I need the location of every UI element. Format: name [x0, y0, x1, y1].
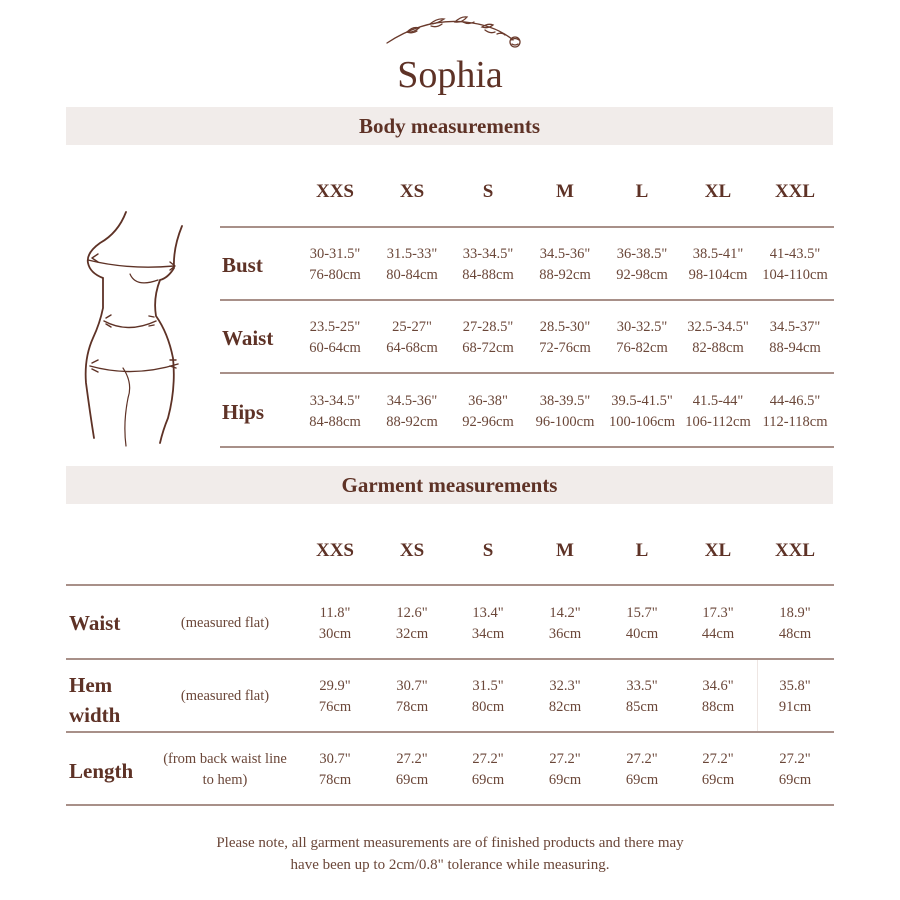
g-waist-l: 15.7" 40cm: [625, 605, 659, 642]
body-measurements-header: Body measurements: [66, 107, 833, 145]
size-xl: XL: [704, 540, 732, 561]
divider: [220, 226, 834, 228]
waist-l: 30-32.5" 76-82cm: [616, 319, 668, 356]
waist-s: 27-28.5" 68-72cm: [462, 319, 514, 356]
size-m: M: [556, 181, 574, 202]
waist-xl: 32.5-34.5" 82-88cm: [687, 319, 749, 356]
row-label-hem-width: Hem width: [69, 673, 121, 727]
size-xxs: XXS: [315, 181, 354, 202]
size-xxl: XXL: [774, 540, 816, 561]
waist-xs: 25-27" 64-68cm: [386, 319, 438, 356]
g-length-xxs: 30.7" 78cm: [318, 751, 352, 788]
g-length-xs: 27.2" 69cm: [395, 751, 429, 788]
size-xl: XL: [704, 181, 732, 202]
g-waist-s: 13.4" 34cm: [471, 605, 505, 642]
garment-measurements-header: Garment measurements: [66, 466, 833, 504]
hips-xl: 41.5-44" 106-112cm: [685, 393, 751, 430]
size-xxs: XXS: [315, 540, 354, 561]
brand-title: Sophia: [397, 54, 503, 96]
hips-xs: 34.5-36" 88-92cm: [386, 393, 438, 430]
leaf-branch-flower-icon: [385, 10, 525, 55]
g-waist-xxl: 18.9" 48cm: [778, 605, 812, 642]
bust-l: 36-38.5" 92-98cm: [616, 246, 668, 283]
body-silhouette-icon: [78, 208, 198, 448]
bust-xs: 31.5-33" 80-84cm: [386, 246, 438, 283]
row-label-hips: Hips: [222, 400, 265, 424]
waist-xxl: 34.5-37" 88-94cm: [769, 319, 821, 356]
divider: [66, 804, 834, 806]
g-hem-s: 31.5" 80cm: [471, 678, 505, 715]
g-length-xxl: 27.2" 69cm: [778, 751, 812, 788]
divider: [66, 584, 834, 586]
row-label-waist: Waist: [222, 326, 274, 350]
row-note-waist: (measured flat): [180, 615, 270, 631]
row-label-length: Length: [69, 759, 134, 783]
divider: [66, 731, 834, 733]
hips-xxs: 33-34.5" 84-88cm: [309, 393, 361, 430]
g-hem-m: 32.3" 82cm: [548, 678, 582, 715]
hips-m: 38-39.5" 96-100cm: [535, 393, 595, 430]
bust-m: 34.5-36" 88-92cm: [539, 246, 591, 283]
g-hem-xs: 30.7" 78cm: [395, 678, 429, 715]
bust-xl: 38.5-41" 98-104cm: [688, 246, 748, 283]
size-l: L: [635, 181, 649, 202]
waist-m: 28.5-30" 72-76cm: [539, 319, 591, 356]
g-length-m: 27.2" 69cm: [548, 751, 582, 788]
g-waist-xl: 17.3" 44cm: [701, 605, 735, 642]
g-hem-l: 33.5" 85cm: [625, 678, 659, 715]
row-label-bust: Bust: [222, 253, 263, 277]
size-s: S: [482, 181, 494, 202]
g-hem-xxs: 29.9" 76cm: [318, 678, 352, 715]
g-length-xl: 27.2" 69cm: [701, 751, 735, 788]
size-s: S: [482, 540, 494, 561]
divider: [220, 299, 834, 301]
waist-xxs: 23.5-25" 60-64cm: [309, 319, 361, 356]
bust-xxl: 41-43.5" 104-110cm: [762, 246, 828, 283]
bust-xxs: 30-31.5" 76-80cm: [309, 246, 361, 283]
size-xs: XS: [399, 181, 425, 202]
g-hem-xxl: 35.8" 91cm: [778, 678, 812, 715]
hips-s: 36-38" 92-96cm: [462, 393, 514, 430]
row-note-hem-width: (measured flat): [180, 688, 270, 704]
size-xxl: XXL: [774, 181, 816, 202]
g-length-s: 27.2" 69cm: [471, 751, 505, 788]
g-waist-xxs: 11.8" 30cm: [318, 605, 352, 642]
g-length-l: 27.2" 69cm: [625, 751, 659, 788]
divider: [220, 446, 834, 448]
footnote: Please note, all garment measurements are of finished products and there may have been up to 2cm/0.8" tolerance while measuring.: [216, 835, 684, 873]
hips-xxl: 44-46.5" 112-118cm: [762, 393, 828, 430]
divider: [66, 658, 834, 660]
size-l: L: [635, 540, 649, 561]
row-label-waist: Waist: [69, 611, 121, 635]
divider: [220, 372, 834, 374]
hips-l: 39.5-41.5" 100-106cm: [608, 393, 676, 430]
size-m: M: [556, 540, 574, 561]
size-xs: XS: [399, 540, 425, 561]
g-hem-xl: 34.6" 88cm: [701, 678, 735, 715]
g-waist-m: 14.2" 36cm: [548, 605, 582, 642]
row-note-length: (from back waist line to hem): [163, 751, 287, 788]
bust-s: 33-34.5" 84-88cm: [462, 246, 514, 283]
g-waist-xs: 12.6" 32cm: [395, 605, 429, 642]
